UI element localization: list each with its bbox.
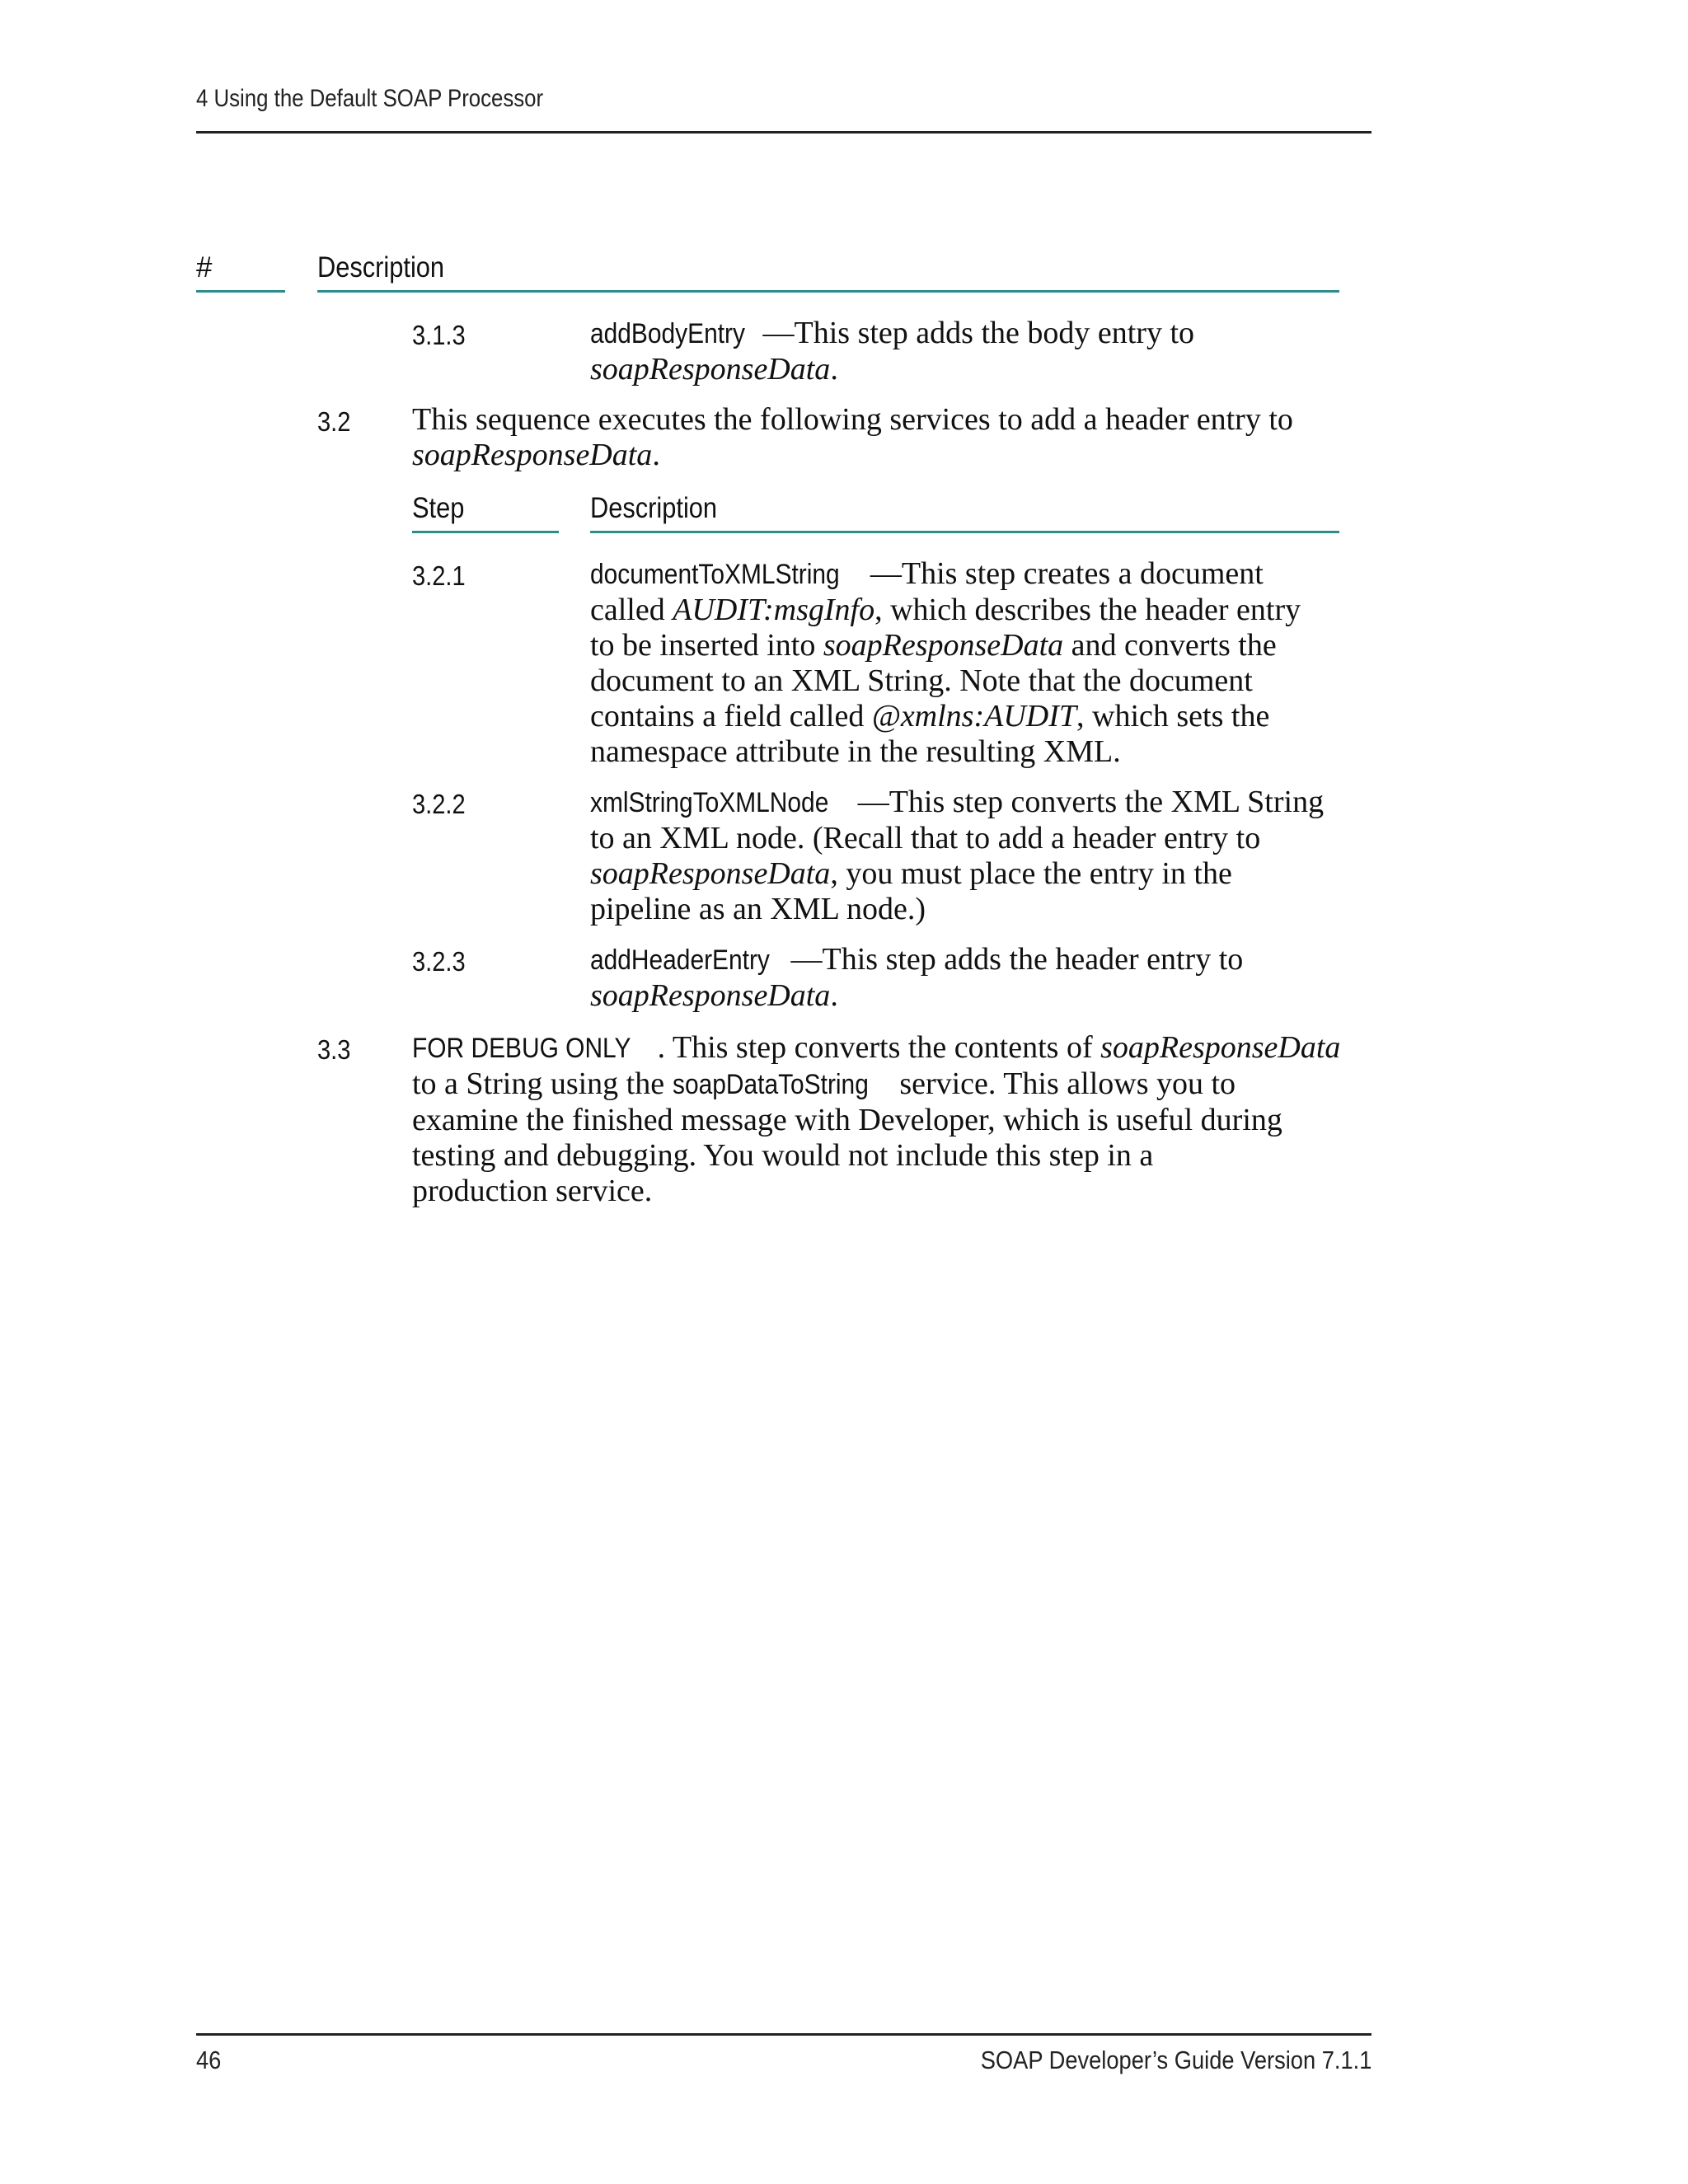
variable-soapResponseData: soapResponseData (590, 856, 831, 891)
variable-soapResponseData: soapResponseData (412, 438, 653, 472)
variable-soapResponseData: soapResponseData (823, 628, 1064, 663)
step-number-3-2: 3.2 (317, 406, 351, 437)
page-number: 46 (196, 2046, 222, 2074)
step-number-3-2-3: 3.2.3 (412, 946, 466, 977)
service-name-addHeaderEntry: addHeaderEntry (590, 944, 770, 976)
step-number-3-1-3: 3.1.3 (412, 320, 466, 350)
service-name-addBodyEntry: addBodyEntry (590, 318, 745, 349)
variable-soapResponseData: soapResponseData (590, 978, 831, 1013)
subtable-rule-description (590, 531, 1339, 533)
service-name-xmlStringToXMLNode: xmlStringToXMLNode (590, 787, 829, 818)
subtable-header-description: Description (590, 492, 718, 524)
debug-only-label: FOR DEBUG ONLY (412, 1033, 631, 1064)
column-header-number: # (196, 251, 213, 284)
step-number-3-2-2: 3.2.2 (412, 789, 466, 819)
step-3-2-3-description: addHeaderEntry —This step adds the header entry to soapResponseData. (590, 942, 1244, 1013)
subtable-header-step: Step (412, 492, 465, 524)
running-header: 4 Using the Default SOAP Processor (196, 85, 544, 112)
step-3-2-description (412, 402, 1293, 473)
step-3-2-line-1: This sequence executes the following services to add a header entry to (412, 402, 1293, 437)
footer-rule (196, 2033, 1372, 2036)
step-3-1-3-line-1: addBodyEntry —This step adds the body entry to (590, 316, 1194, 350)
service-name-documentToXMLString: documentToXMLString (590, 559, 840, 590)
field-name-xmlns-AUDIT: @xmlns:AUDIT (871, 699, 1077, 733)
document-name-AUDIT-msgInfo: AUDIT:msgInfo (673, 593, 875, 627)
step-number-3-3: 3.3 (317, 1034, 351, 1065)
footer-document-title: SOAP Developer’s Guide Version 7.1.1 (980, 2046, 1372, 2074)
header-rule (196, 131, 1372, 134)
variable-soapResponseData: soapResponseData (1100, 1030, 1341, 1065)
variable-soapResponseData: soapResponseData (590, 352, 831, 387)
step-3-2-line-2: soapResponseData. (412, 438, 660, 472)
step-3-3-description: FOR DEBUG ONLY . This step converts the contents of soapResponseData to a String using the soapDataToString service. This allows you to examine the finished message with Developer, which is useful during testing and debugging. You would not include this step in a production service. (412, 1030, 1341, 1208)
step-3-1-3-line-2: soapResponseData. (590, 352, 838, 387)
step-3-2-2-description: xmlStringToXMLNode —This step converts the XML String to an XML node. (Recall that to add a header entry to soapResponseData, you must place the entry in the pipeline as an XML node.) (590, 785, 1325, 926)
step-3-2-1-description: documentToXMLString —This step creates a document called AUDIT:msgInfo, which describes the header entry to be inserted into soapResponseData and converts the document to an XML String. Note that the document contains a field called @xmlns:AUDIT, which sets the namespace attribute in the resulting XML. (590, 556, 1301, 769)
service-name-soapDataToString: soapDataToString (672, 1069, 869, 1100)
column-rule-number (196, 290, 285, 293)
column-rule-description (317, 290, 1339, 293)
step-number-3-2-1: 3.2.1 (412, 560, 466, 591)
step-3-1-3-description (590, 316, 1194, 387)
subtable-rule-step (412, 531, 559, 533)
column-header-description: Description (317, 251, 445, 284)
